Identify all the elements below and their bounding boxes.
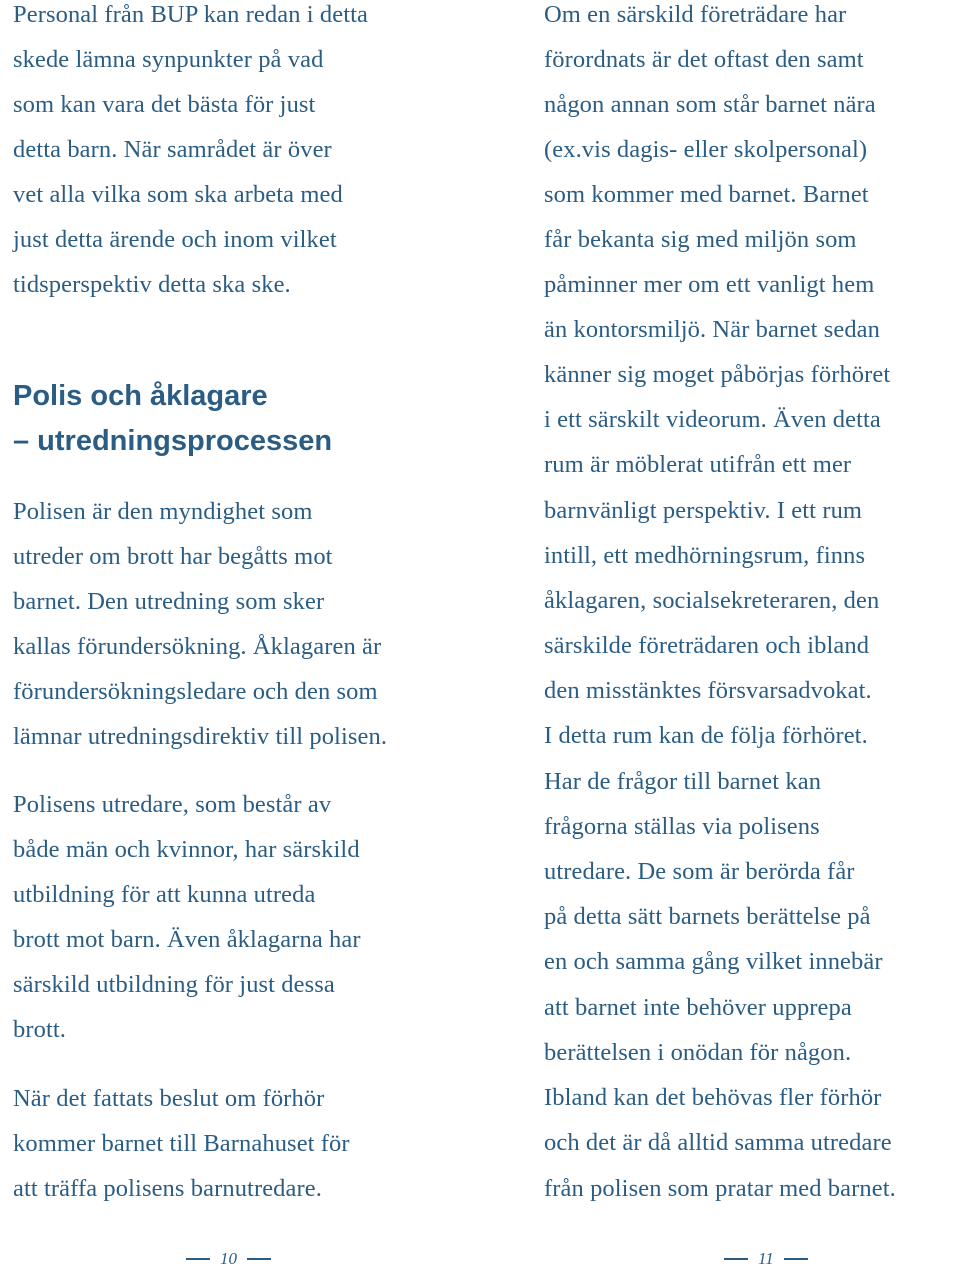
folio-rule bbox=[784, 1258, 808, 1260]
text-line: barnvänligt perspektiv. I ett rum bbox=[544, 497, 863, 524]
text-line: skede lämna synpunkter på vad bbox=[13, 46, 324, 73]
text-line: Om en särskild företrädare har bbox=[544, 1, 847, 28]
folio-rule bbox=[247, 1258, 271, 1260]
section-heading: Polis och åklagare bbox=[13, 380, 268, 412]
text-line: att barnet inte behöver upprepa bbox=[544, 994, 852, 1021]
page-number-right bbox=[714, 1247, 818, 1271]
text-line: barnet. Den utredning som sker bbox=[13, 588, 325, 615]
text-line: den misstänktes försvarsadvokat. bbox=[544, 677, 872, 704]
text-line: särskild utbildning för just dessa bbox=[13, 971, 335, 998]
text-line: någon annan som står barnet nära bbox=[544, 91, 876, 118]
text-line: I detta rum kan de följa förhöret. bbox=[544, 722, 868, 749]
text-line: både män och kvinnor, har särskild bbox=[13, 836, 360, 863]
text-line: utredare. De som är berörda får bbox=[544, 858, 855, 885]
text-line: som kan vara det bästa för just bbox=[13, 91, 316, 118]
text-line: kommer barnet till Barnahuset för bbox=[13, 1130, 350, 1157]
text-line: känner sig moget påbörjas förhöret bbox=[544, 361, 891, 388]
text-line: (ex.vis dagis- eller skolpersonal) bbox=[544, 136, 868, 163]
text-line: brott mot barn. Även åklagarna har bbox=[13, 926, 361, 953]
text-line: Polisen är den myndighet som bbox=[13, 498, 313, 525]
text-line: kallas förundersökning. Åklagaren är bbox=[13, 633, 382, 660]
text-line: Ibland kan det behövas fler förhör bbox=[544, 1084, 882, 1111]
text-line: lämnar utredningsdirektiv till polisen. bbox=[13, 723, 388, 750]
text-line: i ett särskilt videorum. Även detta bbox=[544, 406, 881, 433]
text-line: på detta sätt barnets berättelse på bbox=[544, 903, 871, 930]
text-line: att träffa polisens barnutredare. bbox=[13, 1175, 322, 1202]
text-line: rum är möblerat utifrån ett mer bbox=[544, 451, 852, 478]
text-line: åklagaren, socialsekreteraren, den bbox=[544, 587, 880, 614]
text-line: utbildning för att kunna utreda bbox=[13, 881, 316, 908]
text-line: från polisen som pratar med barnet. bbox=[544, 1175, 896, 1202]
text-line: berättelsen i onödan för någon. bbox=[544, 1039, 852, 1066]
text-line: Har de frågor till barnet kan bbox=[544, 768, 822, 795]
text-line: brott. bbox=[13, 1016, 66, 1043]
text-line: förordnats är det oftast den samt bbox=[544, 46, 864, 73]
text-line: intill, ett medhörningsrum, finns bbox=[544, 542, 866, 569]
text-line: Personal från BUP kan redan i detta bbox=[13, 1, 369, 28]
text-line: tidsperspektiv detta ska ske. bbox=[13, 271, 291, 298]
text-line: en och samma gång vilket innebär bbox=[544, 948, 883, 975]
text-line: just detta ärende och inom vilket bbox=[13, 226, 337, 253]
folio-rule bbox=[724, 1258, 748, 1260]
text-line: påminner mer om ett vanligt hem bbox=[544, 271, 875, 298]
text-line: Polisens utredare, som består av bbox=[13, 791, 332, 818]
text-line: förundersökningsledare och den som bbox=[13, 678, 378, 705]
section-heading: – utredningsprocessen bbox=[13, 425, 333, 457]
page-number-left bbox=[176, 1247, 281, 1271]
text-line: särskilde företrädaren och ibland bbox=[544, 632, 870, 659]
text-line: detta barn. När samrådet är över bbox=[13, 136, 332, 163]
text-line: utreder om brott har begåtts mot bbox=[13, 543, 333, 570]
page-number-text: 10 bbox=[220, 1249, 237, 1268]
text-line: som kommer med barnet. Barnet bbox=[544, 181, 869, 208]
text-line: får bekanta sig med miljön som bbox=[544, 226, 857, 253]
text-line: än kontorsmiljö. När barnet sedan bbox=[544, 316, 880, 343]
text-line: vet alla vilka som ska arbeta med bbox=[13, 181, 343, 208]
text-line: När det fattats beslut om förhör bbox=[13, 1085, 325, 1112]
folio-rule bbox=[186, 1258, 210, 1260]
text-line: frågorna ställas via polisens bbox=[544, 813, 820, 840]
text-line: och det är då alltid samma utredare bbox=[544, 1129, 892, 1156]
page-number-text: 11 bbox=[758, 1249, 774, 1268]
